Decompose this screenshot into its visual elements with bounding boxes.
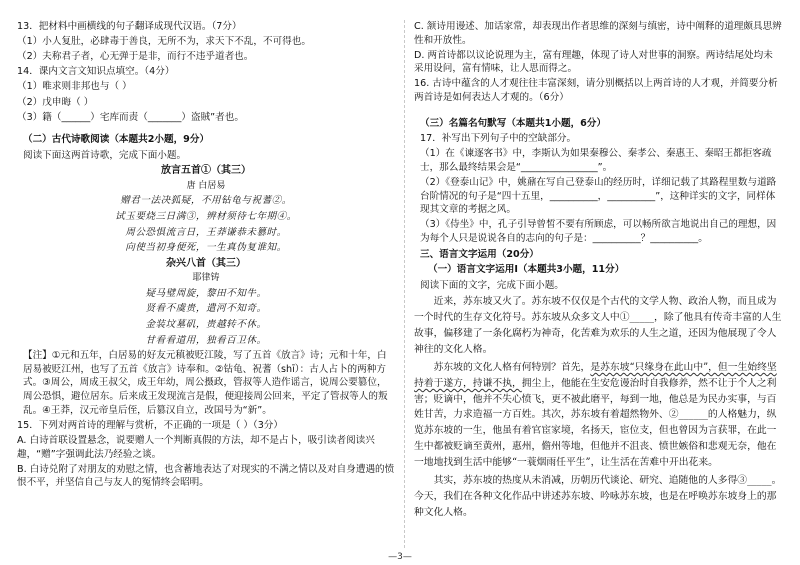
q15-title: 15．下列对两首诗的理解与赏析，不正确的一项是（ ）（3分）	[17, 419, 283, 431]
q14-item-2: （2）戊申晦（ ）	[17, 96, 94, 108]
column-divider	[404, 20, 405, 548]
q13-title: 13．把材料中画横线的句子翻译成现代汉语。（7分）	[17, 21, 242, 32]
section-poetry-title: （二）古代诗歌阅读（本题共2小题，9分）	[23, 134, 210, 146]
page-number: —3—	[388, 552, 412, 562]
q15-option-a: A. 白诗首联设置悬念，说要赠人一个判断真假的方法，却不是占卜，吸引读者阅读兴趣，“赠”字强调此法乃经验之谈。	[17, 434, 375, 460]
passage-paragraph-1: 近来，苏东坡又火了。苏东坡不仅仅是个古代的文学人物、政治人物，而且成为一个时代的生存文化符号。苏东坡从众多文人中①_____，除了他具有传奇丰富的人生故事，偏移建了一条化腐朽为神奇，化苦难为欢乐的人生之道，还因为他展现了令人神往的文化人格。	[414, 296, 782, 356]
passage-paragraph-3: 其实，苏东坡的热度从未消减，历朝历代谈论、研究、追随他的人多得③_____。今天，我们在各种文化作品中讲述苏东坡、吟咏苏东坡，也是在呼唤苏东坡身上的那种文化人格。	[414, 474, 782, 518]
q17-item-1-text: （1）在《谏逐客书》中，李斯认为如果秦穆公、秦孝公、秦惠王、秦昭王都拒客疏士，那么最终结果会是“	[420, 148, 772, 173]
passage-2-rest: 拥尘上，他能在生安危谩治时自我修养，然不让于个人之利害；贬谪中，他并不失心愤飞，更不被此磨平，每到一地，他总是为民办实事，与百姓甘苦，力求造福一方百姓。其次，苏东坡有着超然物外、②______的人格魅力，纵览苏东坡的一生，他虽有着官宦家境，名扬天，宦位支，但也曾因为言获罪，在此一生中都被贬谪至黄州，惠州，儋州等地，但他并不沮丧、愤世嫉俗和悲观无奈，他在一地地找到生活中能够“一蓑烟雨任平生”，让生活在苦难中开出花来。	[414, 377, 777, 469]
poem-note: 【注】①元和五年，白居易的好友元稹被贬江陵，写了五首《放言》诗；元和十年，白居易被贬江州，也写了五首《放言》诗奉和。②钻龟、祝蓍（shī）：古人占卜的两种方式。③周公，周成王叔父，成王年幼，周公摄政，管叔等人造作谣言，说周公要篡位，周公恐惧，避位居东。后来成王发现流言是假，便迎接周公回来，平定了管叔等人的叛乱。④王莽，汉元帝皇后侄，后篡汉自立，改国号为“新”。	[23, 350, 388, 416]
q14-item-1: （1）唯求则非邦也与（ ）	[17, 81, 132, 93]
passage-paragraph-2	[414, 360, 782, 471]
passage-2-start: 苏东坡的文化人格有何特别？首先，	[433, 361, 591, 373]
poem1-line: 周公恐惧流言日，王莽谦恭未篡时。	[125, 226, 287, 238]
poem2-author: 耶律铸	[192, 273, 220, 284]
section-recitation-title: （三）名篇名句默写（本题共1小题，6分）	[420, 117, 607, 129]
subsection-1-intro: 阅读下面的文字，完成下面小题。	[420, 279, 564, 291]
answer-blank: ________________	[520, 161, 598, 173]
poem1-author: 唐 白居易	[186, 180, 226, 191]
poem1-line: 赠君一法决狐疑，不用钻龟与祝蓍②。	[120, 195, 292, 207]
q15-option-d: D. 两首诗都以议论说理为主，富有理趣，体现了诗人对世事的洞察。两诗结尾处均未采用设问，富有情味，让人思而得之。	[414, 49, 773, 75]
section-poetry-intro: 阅读下面这两首诗歌，完成下面小题。	[23, 149, 187, 161]
poem2-line: 甘看看道用，独看百卫休。	[145, 334, 267, 346]
poem1-title: 放言五首①（其三）	[161, 165, 251, 177]
q13-item-2: （2）夫称君子者，心无弹于是非，而行不违乎道者也。	[17, 51, 254, 63]
poem2-title: 杂兴八首（其三）	[166, 257, 246, 269]
poem1-line: 向使当初身便死，一生真伪复谁知。	[125, 242, 287, 254]
wavy-underlined-sentence: 是苏东坡“只缘身在此山中”，但一生始终坚持着于遂方，持谦不执，	[414, 361, 777, 389]
q17-item-3: （3）《侍坐》中，孔子引导曾皙不要有所顾虑，可以畅所欲言地说出自己的理想，因为每个人只是说说各自的志向的句子是：__________？__________。	[420, 219, 777, 245]
part3-title: 三、语言文字运用（20分）	[420, 248, 539, 260]
left-column	[17, 20, 395, 491]
subsection-1-title: （一）语言文字运用Ⅰ（本题共3小题，11分）	[428, 264, 625, 276]
q15-option-c: C. 颔诗用谩述、加话家常，却表现出作者思维的深刻与缜密，诗中阐释的道理颇具思辨性和开放性。	[414, 21, 782, 46]
q16: 16. 古诗中蕴含的人才观往往丰富深刻，请分别概括以上两首诗的人才观，并简要分析两首诗是如何表达人才观的。（6分）	[414, 78, 778, 104]
right-column	[414, 20, 782, 523]
q17-item-1	[414, 147, 782, 174]
q13-item-1: （1）小人复肚，必肆毒于善良，无所不为，求天下不乱，不可得也。	[17, 36, 311, 48]
q15-option-b: B. 白诗兑附了对朋友的劝慰之情，也含蓄地表达了对现实的不满之情以及对自身遭遇的愤恨不平，并坚信自己与友人的冤情终会昭明。	[17, 463, 395, 489]
q14-title: 14．课内文言文知识点填空。（4分）	[17, 66, 175, 78]
poem1-line: 试玉要烧三日满③，辨材须待七年期④。	[115, 211, 297, 223]
q17-title: 17．补写出下列句子中的空缺部分。	[420, 133, 577, 145]
poem2-line: 贤看不虞贵，遣河不知奇。	[145, 303, 267, 315]
poem2-line: 疑马璧周旋，黎田不知牛。	[145, 287, 267, 299]
poem2-line: 金装坟墓矶，贵越转不休。	[145, 319, 267, 331]
q14-item-3: （3）籍（______）宅库而责（_______）盗賊”者也。	[17, 111, 244, 123]
q17-item-2: （2）《登泰山记》中，姚鼐在写自己登泰山的经历时，详细记载了其路程里数与道路台阶情况的句子是“四十五里，__________，__________”，这种详实的文字，同样体现其文章的考据之风。	[420, 177, 777, 216]
q17-item-1-end: ”。	[597, 161, 613, 173]
